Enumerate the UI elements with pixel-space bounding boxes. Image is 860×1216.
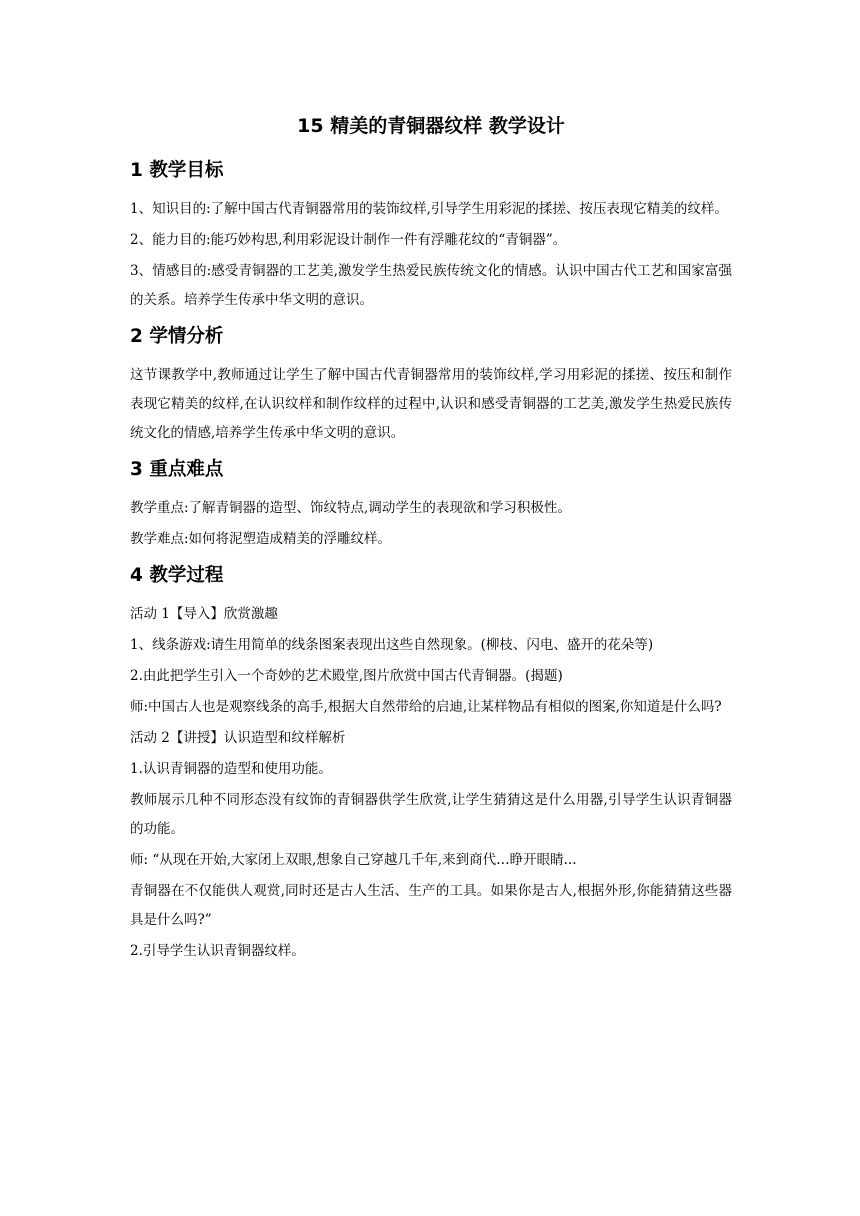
document-page — [130, 112, 732, 974]
paragraph: 2.由此把学生引入一个奇妙的艺术殿堂,图片欣赏中国古代青铜器。(揭题) — [130, 668, 563, 684]
section-heading: 1 教学目标 — [130, 160, 224, 181]
section-teaching-process — [130, 562, 732, 966]
paragraph: 师: “从现在开始,大家闭上双眼,想象自己穿越几千年,来到商代…睁开眼睛... — [130, 852, 577, 868]
section-teaching-goals — [130, 157, 732, 315]
section-body — [130, 361, 732, 448]
paragraph: 1.认识青铜器的造型和使用功能。 — [130, 761, 332, 777]
paragraph: 教师展示几种不同形态没有纹饰的青铜器供学生欣赏,让学生猜猜这是什么用器,引导学生认识青铜器的功能。 — [130, 792, 732, 837]
paragraph: 青铜器在不仅能供人观赏,同时还是古人生活、生产的工具。如果你是古人,根据外形,你能猜猜这些器具是什么吗?” — [130, 883, 732, 928]
paragraph: 教学重点:了解青铜器的造型、饰纹特点,调动学生的表现欲和学习积极性。 — [130, 500, 571, 516]
section-body — [130, 494, 732, 554]
paragraph: 2.引导学生认识青铜器纹样。 — [130, 943, 305, 959]
paragraph: 师:中国古人也是观察线条的高手,根据大自然带给的启迪,让某样物品有相似的图案,你知道是什么吗? — [130, 699, 722, 715]
section-learner-analysis — [130, 323, 732, 448]
section-body — [130, 600, 732, 966]
paragraph: 教学难点:如何将泥塑造成精美的浮雕纹样。 — [130, 531, 392, 547]
paragraph: 活动 2【讲授】认识造型和纹样解析 — [130, 730, 346, 746]
section-heading: 3 重点难点 — [130, 459, 224, 480]
paragraph: 1、线条游戏:请生用简单的线条图案表现出这些自然现象。(柳枝、闪电、盛开的花朵等) — [130, 637, 654, 653]
paragraph: 1、知识目的:了解中国古代青铜器常用的装饰纹样,引导学生用彩泥的揉搓、按压表现它精美的纹样。 — [130, 201, 728, 217]
paragraph: 3、情感目的:感受青铜器的工艺美,激发学生热爱民族传统文化的情感。认识中国古代工艺和国家富强的关系。培养学生传承中华文明的意识。 — [130, 263, 732, 308]
section-heading: 4 教学过程 — [130, 565, 224, 586]
paragraph: 2、能力目的:能巧妙构思,利用彩泥设计制作一件有浮雕花纹的“青铜器”。 — [130, 232, 567, 248]
paragraph: 活动 1【导入】欣赏激趣 — [130, 606, 278, 622]
section-key-difficulties — [130, 456, 732, 554]
paragraph: 这节课教学中,教师通过让学生了解中国古代青铜器常用的装饰纹样,学习用彩泥的揉搓、按压和制作表现它精美的纹样,在认识纹样和制作纹样的过程中,认识和感受青铜器的工艺美,激发学生热爱民族传统文化的情感,培养学生传承中华文明的意识。 — [130, 367, 732, 441]
document-title: 15 精美的青铜器纹样 教学设计 — [297, 115, 565, 137]
section-heading: 2 学情分析 — [130, 326, 224, 347]
section-body — [130, 195, 732, 315]
